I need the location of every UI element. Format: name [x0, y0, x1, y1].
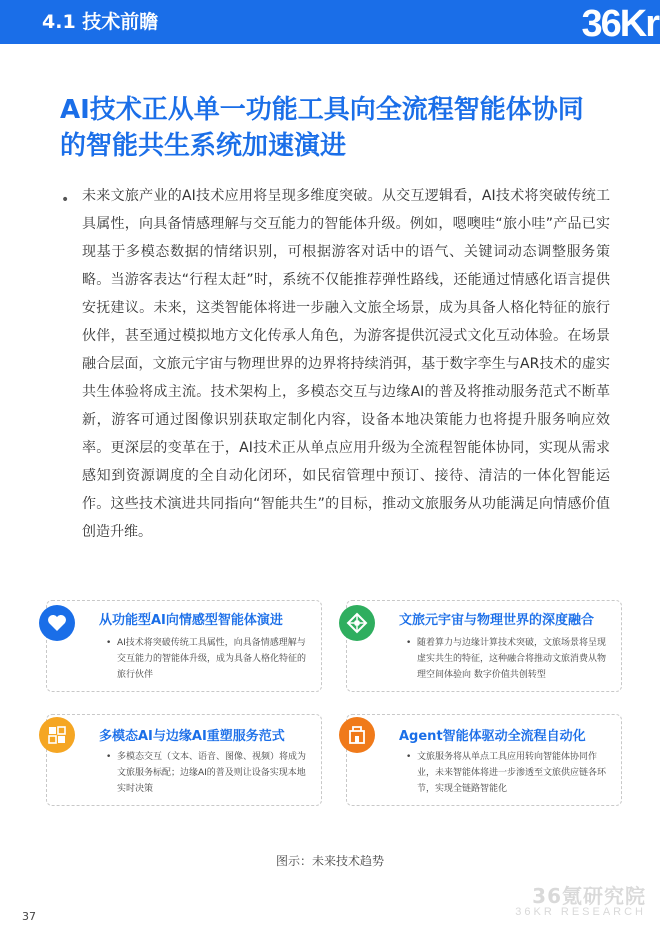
trend-card-agent-automation: [346, 714, 622, 806]
card-text: • 多模态交互（文本、语音、图像、视频）将成为文旅服务标配；边缘AI的普及则让设备实现本地实时决策: [106, 752, 307, 794]
grid-icon: [39, 717, 75, 753]
card-title: 文旅元宇宙与物理世界的深度融合: [399, 613, 595, 628]
card-text: • 文旅服务将从单点工具应用转向智能体协同作业，未来智能体将进一步渗透至文旅供应链各环节，实现全链路智能化: [406, 752, 607, 794]
title-line-2: 的智能共生系统加速演进: [60, 131, 347, 161]
card-title: Agent智能体驱动全流程自动化: [399, 729, 586, 744]
watermark-cn: 36氪研究院: [532, 884, 646, 908]
title-line-1: AI技术正从单一功能工具向全流程智能体协同: [60, 95, 584, 125]
trend-card-emotional-ai: [46, 600, 322, 692]
figure-caption: 图示：未来技术趋势: [275, 854, 384, 868]
heart-icon: [39, 605, 75, 641]
page-number: 37: [22, 910, 36, 923]
watermark-en: 36KR RESEARCH: [515, 906, 646, 918]
card-text: • 随着算力与边缘计算技术突破，文旅场景将呈现虚实共生的特征，这种融合将推动文旅消费从物理空间体验向 数字价值共创转型: [406, 638, 607, 680]
section-label: 4.1 技术前瞻: [42, 11, 159, 33]
card-text: • AI技术将突破传统工具属性，向具备情感理解与交互能力的智能体升级，成为具备人格化特征的旅行伙伴: [106, 638, 307, 680]
bullet-point: •: [61, 192, 70, 208]
header-bar: [0, 0, 660, 44]
page-title: [60, 92, 620, 164]
building-icon: [339, 717, 375, 753]
brand-logo: 36Kr: [581, 3, 658, 45]
trend-card-metaverse: [346, 600, 622, 692]
card-title: 多模态AI与边缘AI重塑服务范式: [99, 729, 285, 744]
network-icon: [339, 605, 375, 641]
trend-card-multimodal-ai: [46, 714, 322, 806]
body-paragraph: 未来文旅产业的AI技术应用将呈现多维度突破。从交互逻辑看，AI技术将突破传统工具属性，向具备情感理解与交互能力的智能体升级。例如，嗯噢哇“旅小哇”产品已实现基于多模态数据的情绪识别，可根据游客对话中的语气、关键词动态调整服务策略。当游客表达“行程太赶”时，系统不仅能推荐弹性路线，还能通过情感化语言提供安抚建议。未来，这类智能体将进一步融入文旅全场景，成为具备人格化特征的旅行伙伴，甚至通过模拟地方文化传承人角色，为游客提供沉浸式文化互动体验。在场景融合层面，文旅元宇宙与物理世界的边界将持续消弭，基于数字孪生与AR技术的虚实共生体验将成主流。技术架构上，多模态交互与边缘AI的普及将推动服务范式不断革新，游客可通过图像识别获取定制化内容，设备本地决策能力也将提升服务响应效率。更深层的变革在于，AI技术正从单点应用升级为全流程智能体协同，实现从需求感知到资源调度的全自动化闭环，如民宿管理中预订、接待、清洁的一体化智能运作。这些技术演进共同指向“智能共生”的目标，推动文旅服务从功能满足向情感价值创造升维。: [82, 188, 610, 540]
card-title: 从功能型AI向情感型智能体演进: [99, 613, 283, 628]
